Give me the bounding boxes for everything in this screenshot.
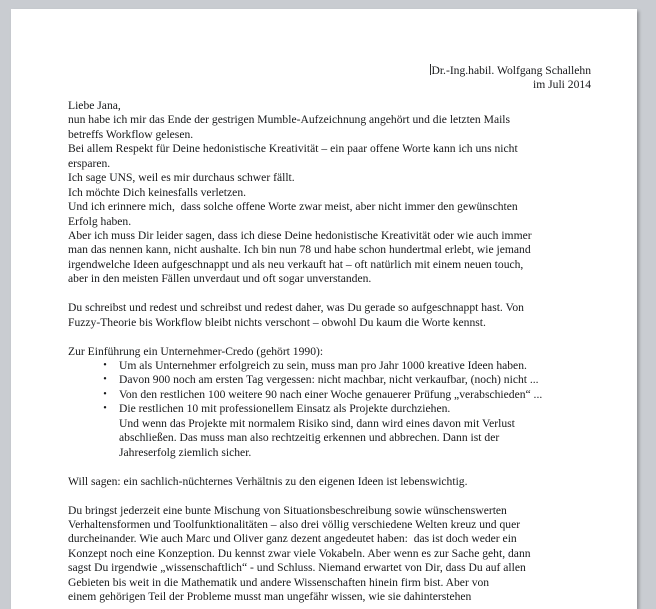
letterhead-author-text: Dr.-Ing.habil. Wolfgang Schallehn <box>431 64 591 77</box>
list-item <box>68 402 591 460</box>
text-line: ersparen. <box>68 156 111 170</box>
text-line: Liebe Jana, <box>68 98 121 112</box>
paragraph-du-bringst <box>68 504 591 605</box>
credo-intro <box>68 345 591 359</box>
letterhead-line-author <box>68 64 591 78</box>
text-line: abschließen. Das muss man also rechtzeitig erkennen und abbrechen. Dann ist der <box>119 431 500 445</box>
text-line: Erfolg haben. <box>68 214 132 228</box>
text-line: durcheinander. Wie auch Marc und Oliver ganz dezent angedeutet haben: das ist doch weder ein <box>68 532 517 546</box>
text-line: sagst Du irgendwie „wissenschaftlich“ - und Schluss. Niemand erwartet von Dir, dass Du auf allen <box>68 561 526 575</box>
list-item <box>68 373 591 387</box>
text-line: Konzept noch eine Konzeption. Du kennst zwar viele Vokabeln. Aber wenn es zur Sache geht, dann <box>68 546 531 560</box>
list-item <box>68 359 591 373</box>
text-line: Du schreibst und redest und schreibst und redest daher, was Du gerade so aufgeschnappt hast. Von <box>68 301 524 315</box>
text-line: man das nennen kann, nicht aushalte. Ich bin nun 78 und habe schon hundertmal erlebt, wie jemand <box>68 243 531 257</box>
text-line: Zur Einführung ein Unternehmer-Credo (gehört 1990): <box>68 344 324 358</box>
letterhead <box>68 64 591 93</box>
text-line: Und ich erinnere mich, dass solche offene Worte zwar meist, aber nicht immer den gewünschten <box>68 200 518 214</box>
text-line: betreffs Workflow gelesen. <box>68 127 194 141</box>
paragraph-spacer <box>68 330 591 344</box>
text-line: Die restlichen 10 mit professionellem Einsatz als Projekte durchziehen. <box>119 402 451 416</box>
credo-list <box>68 359 591 460</box>
paragraph-spacer <box>68 489 591 503</box>
paragraph-du-schreibst <box>68 301 591 330</box>
list-item <box>68 388 591 402</box>
text-line: Von den restlichen 100 weitere 90 nach einer Woche genauerer Prüfung „verabschieden“ ... <box>119 387 543 401</box>
text-line: Um als Unternehmer erfolgreich zu sein, muss man pro Jahr 1000 kreative Ideen haben. <box>119 359 527 373</box>
text-line: Davon 900 noch am ersten Tag vergessen: nicht machbar, nicht verkaufbar, (noch) nicht ... <box>119 373 539 387</box>
text-line: aber in den meisten Fällen unverdaut und oft sogar unverstanden. <box>68 272 372 286</box>
text-line: Verhaltensformen und Toolfunktionalitäten – also drei völlig verschiedene Welten kreuz und quer <box>68 517 521 531</box>
text-line: Fuzzy-Theorie bis Workflow bleibt nichts verschont – obwohl Du kaum die Worte kennst. <box>68 315 486 329</box>
bullet-icon: • <box>103 388 107 400</box>
text-line-clipped: einem gehörigen Teil der Probleme musst man ungefähr wissen, wie sie dahinterstehen <box>68 590 472 604</box>
text-line: Ich sage UNS, weil es mir durchaus schwer fällt. <box>68 171 295 185</box>
text-line: Aber ich muss Dir leider sagen, dass ich diese Deine hedonistische Kreativität oder wie auch immer <box>68 228 532 242</box>
page-text-body[interactable] <box>68 64 591 605</box>
document-page[interactable] <box>11 9 637 609</box>
text-line: Will sagen: ein sachlich-nüchternes Verhältnis zu den eigenen Ideen ist lebenswichtig. <box>68 474 468 488</box>
paragraph-will-sagen <box>68 475 591 489</box>
paragraph-salutation-block <box>68 99 591 287</box>
text-line: irgendwelche Ideen aufgeschnappt und als neu verkauft hat – oft natürlich mit einem neuen touch, <box>68 257 524 271</box>
paragraph-spacer <box>68 460 591 474</box>
text-line: Du bringst jederzeit eine bunte Mischung von Situationsbeschreibung sowie wünschenswerten <box>68 503 507 517</box>
bullet-icon: • <box>103 360 107 372</box>
letterhead-line-date: im Juli 2014 <box>533 78 591 92</box>
text-line: Gebieten bis weit in die Mathematik und andere Wissenschaften hinein firm bist. Aber von <box>68 575 490 589</box>
text-line: Jahreserfolg ziemlich sicher. <box>119 445 252 459</box>
text-line: Bei allem Respekt für Deine hedonistische Kreativität – ein paar offene Worte kann ich uns nicht <box>68 142 518 156</box>
bullet-icon: • <box>103 403 107 415</box>
bullet-icon: • <box>103 374 107 386</box>
paragraph-spacer <box>68 287 591 301</box>
text-line: nun habe ich mir das Ende der gestrigen Mumble-Aufzeichnung angehört und die letzten Mails <box>68 113 511 127</box>
text-line: Und wenn das Projekte mit normalem Risiko sind, dann wird eines davon mit Verlust <box>119 416 515 430</box>
text-line: Ich möchte Dich keinesfalls verletzen. <box>68 185 247 199</box>
